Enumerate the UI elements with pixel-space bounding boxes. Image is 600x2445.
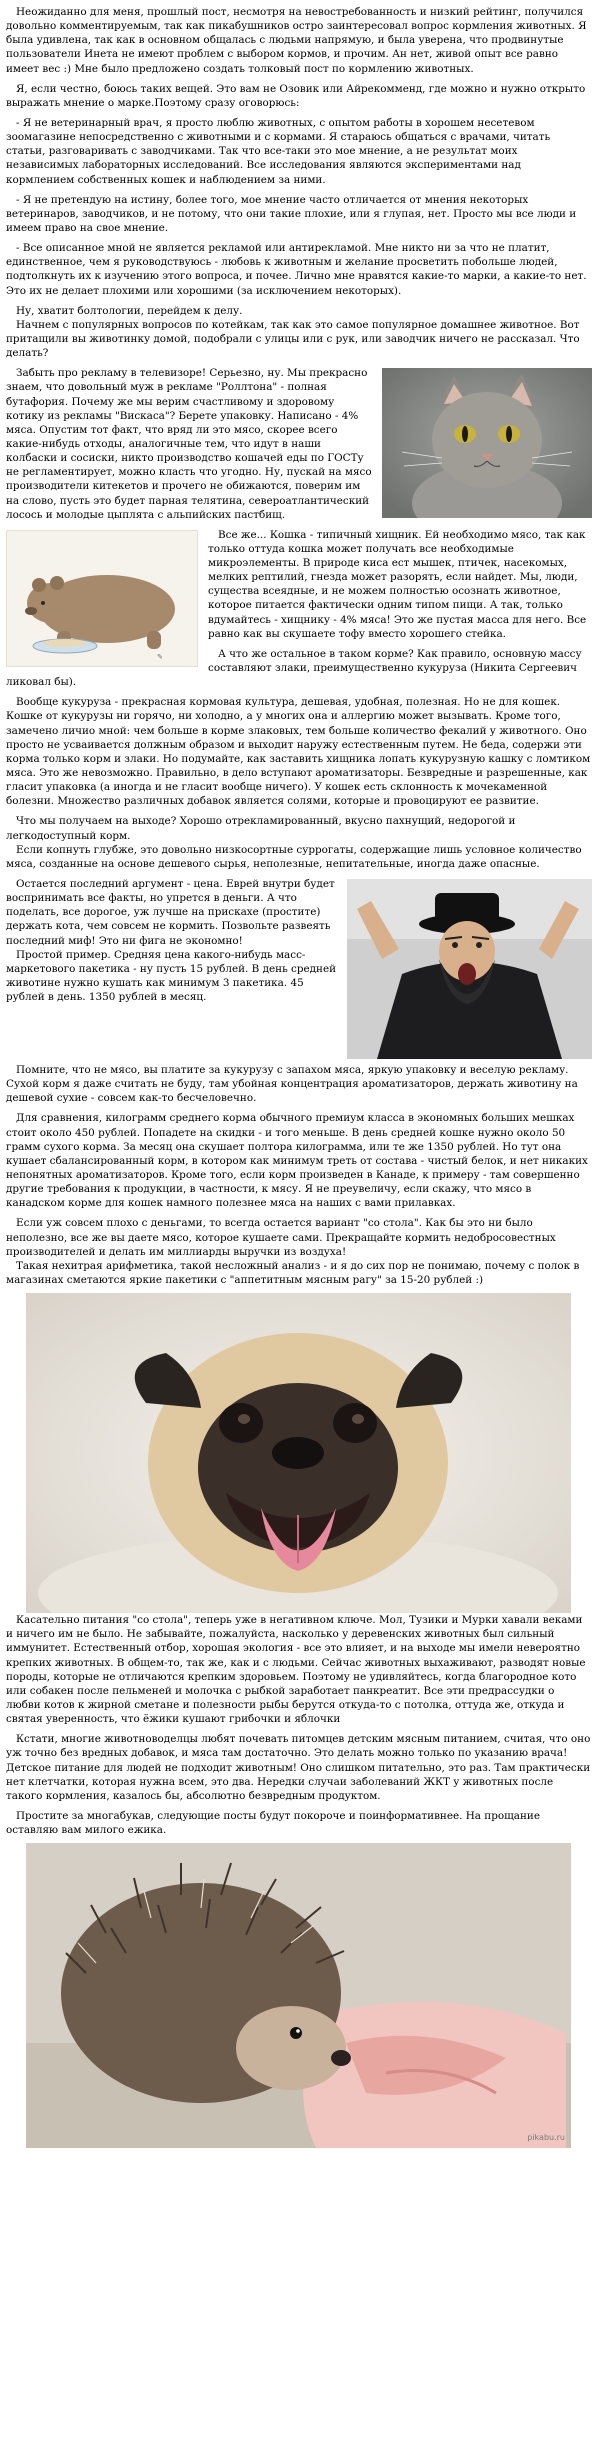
paragraph-rest-of-food: А что же остальное в таком корме? Как правило, основную массу составляют злаки, преимущественно кукуруза (Никита Сергеевич ликовал бы). xyxy=(6,647,582,689)
paragraph-price-argument: Остается последний аргумент - цена. Еврей внутри будет воспринимать все факты, но упрется в деньги. А что поделать, все дорогое, уж лучше на прискахе (простите) держать кота, чем совсем не кормить. Позвольте развеять последний миф! Это ни фига не экономно! xyxy=(6,878,335,947)
paragraph-baby-food: Кстати, многие животноводелцы любят почевать питомцев детским мясным питанием, считая, что оно уж точно без вредных добавок, и мяса там достаточно. Это делать можно только по указанию врача! Детское питание для людей не подходит животным! Оно слишком питательно, это раз. Там практически нет клетчатки, которая нужна всем, это два. Нередки случаи заболеваний ЖКТ у животных после такого кормления, казалось бы, абсолютно безвредным продуктом. xyxy=(6,1733,591,1802)
paragraph-forget-ads: Забыть про рекламу в телевизоре! Серьезно, ну. Мы прекрасно знаем, что довольный муж в рекламе "Роллтона" - полная бутафория. Почему же мы верим счастливому и здоровому котику из рекламы "Вискаса"? Берете упаковку. Написано - 4% мяса. Опустим тот факт, что вряд ли это мясо, скорее всего какие-нибудь отходы, аналогичные тем, что идут в наши колбаски и сосиски, никто производство кошачей еды по ГОСТу не регламентирует, можно класть что угодно. Ну, пускай на мясо производители китекетов и прочего не обижаются, поверим им на слово, пусть это будет парная телятина, североатлантический лосось и молодые цыплята с альпийских пастбищ. xyxy=(6,367,372,521)
paragraph-to-business: Ну, хватит болтологии, перейдем к делу. xyxy=(16,304,243,317)
paragraph-comparison: Для сравнения, килограмм среднего корма обычного премиум класса в экономных больших мешках стоит около 450 рублей. Попадете на скидки - и того меньше. В день средней кошке нужно около 50 грамм сухого корма. За месяц она скушает полтора килограмма, или те же 1350 рублей. Но тут она кушает сбалансированный корм, в котором как минимум треть от состава - чистый белок, и нет никаких непонятных ароматизаторов. Кроме того, если корм произведен в Канаде, к примеру - там совершенно другие требования к продукции, в частности, к мясу. Я не преувеличу, если скажу, что мясо в канадском корме для кошек намного полезнее мяса на наших с вами прилавках. xyxy=(6,1112,588,1210)
watermark: pikabu.ru xyxy=(527,2133,565,2143)
paragraph-disclaimer-1: - Я не ветеринарный врач, я просто люблю животных, с опытом работы в хорошем несетевом зоомагазине непосредственно с животными и с кормами. Я стараюсь общаться с врачами, читать статьи, разговаривать с заводчиками. Так что все-таки это мое мнение, а не результат моих независимых лабораторных исследований. Все исследования являются экспериментами над кормлением собственных кошек и наблюдением за ними. xyxy=(6,116,551,186)
paragraph-intro: Неожиданно для меня, прошлый пост, несмотря на невостребованность и низкий рейтинг, получился довольно комментируемым, так как пикабушников остро заинтересовал вопрос кормления животных. Я была удивлена, так как в основном общалась с людьми напрямую, и была уверена, что продвинутые пользователи Инета не имеют проблем с выбором кормов, и прочим. Ан нет, живой опыт все равно имеет вес :) Мне было предложено создать толковый пост по кормлению животных. xyxy=(6,6,587,75)
pug-photo xyxy=(26,1293,571,1613)
paragraph-arithmetic: Такая нехитрая арифметика, такой несложный анализ - и я до сих пор не понимаю, почему с полок в магазинах сметаются яркие пакетики с "аппетитным мясным рагу" за 15-20 рублей :) xyxy=(6,1259,580,1286)
paragraph-price-example: Простой пример. Средняя цена какого-нибудь масс-маркетового пакетика - ну пусть 15 рублей. В день средней животине нужно кушать как минимум 3 пакетика. 45 рублей в день. 1350 рублей в месяц. xyxy=(6,948,337,1004)
paragraph-disclaimer-2: - Я не претендую на истину, более того, мое мнение часто отличается от мнения некоторых ветеринаров, заводчиков, и не потому, что они такие плохие, или я глупая, нет. Просто мы все люди и имеем право на свое мнение. xyxy=(6,193,577,234)
paragraph-cats-question: Начнем с популярных вопросов по котейкам, так как это самое популярное домашнее животное. Вот притащили вы животинку домой, подобрали с улицы или с рук, или заводчик ничего не рассказал. Что делать? xyxy=(6,318,580,360)
hedgehog-photo-icon xyxy=(26,1843,571,2148)
shouting-man-photo xyxy=(347,879,592,1059)
bear-illustration xyxy=(6,530,198,667)
bear-illustration-icon xyxy=(7,531,197,666)
paragraph-disclaimer-3: - Все описанное мной не является рекламой или антирекламой. Мне никто ни за что не платит, единственное, чем я руководствуюсь - любовь к животным и желание просветить побольше людей, подтолкнуть их к изучению этого вопроса, и почее. Лично мне нравятся какие-то марки, а какие-то нет. Это их не делает плохими или хорошими (за исключением некоторых). xyxy=(6,242,587,297)
paragraph-farewell: Простите за многабукав, следующие посты будут покороче и поинформативнее. На прощание оставляю вам милого ежика. xyxy=(6,1809,540,1837)
shouting-man-photo-icon xyxy=(347,879,592,1059)
paragraph-remember: Помните, что не мясо, вы платите за кукурузу с запахом мяса, яркую упаковку и веселую рекламу. Сухой корм я даже считать не буду, там убойная концентрация ароматизаторов, держать животину на дешевой сухие - совсем как-то бесчеловечно. xyxy=(6,1064,578,1105)
cat-photo-icon xyxy=(382,368,592,518)
paragraph-from-table: Если уж совсем плохо с деньгами, то всегда остается вариант "со стола". Как бы это ни было неполезно, все же вы даете мясо, которое кушаете сами. Прекращайте кормить недобросовестных производителей и делать им миллиарды выручки из воздуха! xyxy=(6,1217,556,1258)
paragraph-dig-deeper: Если копнуть глубже, это довольно низкосортные суррогаты, содержащие лишь условное количество мяса, созданные на основе дешевого сырья, неполезные, непитательные, иногда даже опасные. xyxy=(6,843,582,870)
paragraph-what-we-get: Что мы получаем на выходе? Хорошо отрекламированный, вкусно пахнущий, недорогой и легкодоступный корм. xyxy=(6,815,516,842)
paragraph-table-food: Касательно питания "со стола", теперь уже в негативном ключе. Мол, Тузики и Мурки хавали веками и ничего им не было. Не забывайте, пожалуйста, насколько у деревенских животных был сильный иммунитет. Естественный отбор, хорошая экология - все это влияет, и на выходе мы имели невероятно крепких животных. В общем-то, так же, как и с людьми. Сейчас животных выхаживают, разводят новые породы, которые не отличаются крепким здоровьем. Поэтому не удивляйтесь, когда благородное кото или собакен после пельменей и молочка с рыбкой заработает панкреатит. Все эти предрассудки о любви котов к жирной сметане и полезности рыбы берутся откуда-то с потолка, оттуда же, откуда и святая уверенность, что ёжики кушают грибочки и яблочки xyxy=(6,1614,586,1726)
paragraph-cat-predator: Все же... Кошка - типичный хищник. Ей необходимо мясо, так как только оттуда кошка может получать все необходимые микроэлементы. В природе киса ест мышек, птичек, насекомых, мелких рептилий, гнезда может разорять, если найдет. Мы, люди, существа всеядные, и не можем полностью осознать животное, которое питается фактически одним типом пищи. А так, только вдумайтесь - хищнику - 4% мяса! Это же пустая масса для него. Все равно как вы скушаете тофу вместо хорошего стейка. xyxy=(208,528,587,640)
hedgehog-photo xyxy=(26,1843,571,2148)
paragraph-corn: Вообще кукуруза - прекрасная кормовая культура, дешевая, удобная, полезная. Но не для кошек. Кошке от кукурузы ни горячо, ни холодно, а у многих она и аллергию может вызывать. Кроме того, замечено личио мной: чем больше в корме злаковых, тем больше количество фекалий у животного. Оно просто не усваивается должным образом и выходит наружу естественным путем. Не беда, содержи эти корма только корм и злаки. Но подумайте, как заставить хищника лопать кукурузную кашку с ломтиком мяса. Это же невозможно. Правильно, в дело вступают ароматизаторы. Безвредные и разрешенные, как гласит упаковка (а иногда и не гласит вообще ничего). У кошек есть склонность к мочекаменной болезни. Множество различных добавок является солями, которые и провоцируют ее развитие. xyxy=(6,696,591,808)
cat-photo xyxy=(382,368,592,518)
pug-photo-icon xyxy=(26,1293,571,1613)
svg-text:✎: ✎ xyxy=(157,652,163,661)
paragraph-disclaimer-intro: Я, если честно, боюсь таких вещей. Это вам не Озовик или Айрекомменд, где можно и нужно открыто выражать мнение о марке.Поэтому сразу оговорюсь: xyxy=(6,82,586,109)
